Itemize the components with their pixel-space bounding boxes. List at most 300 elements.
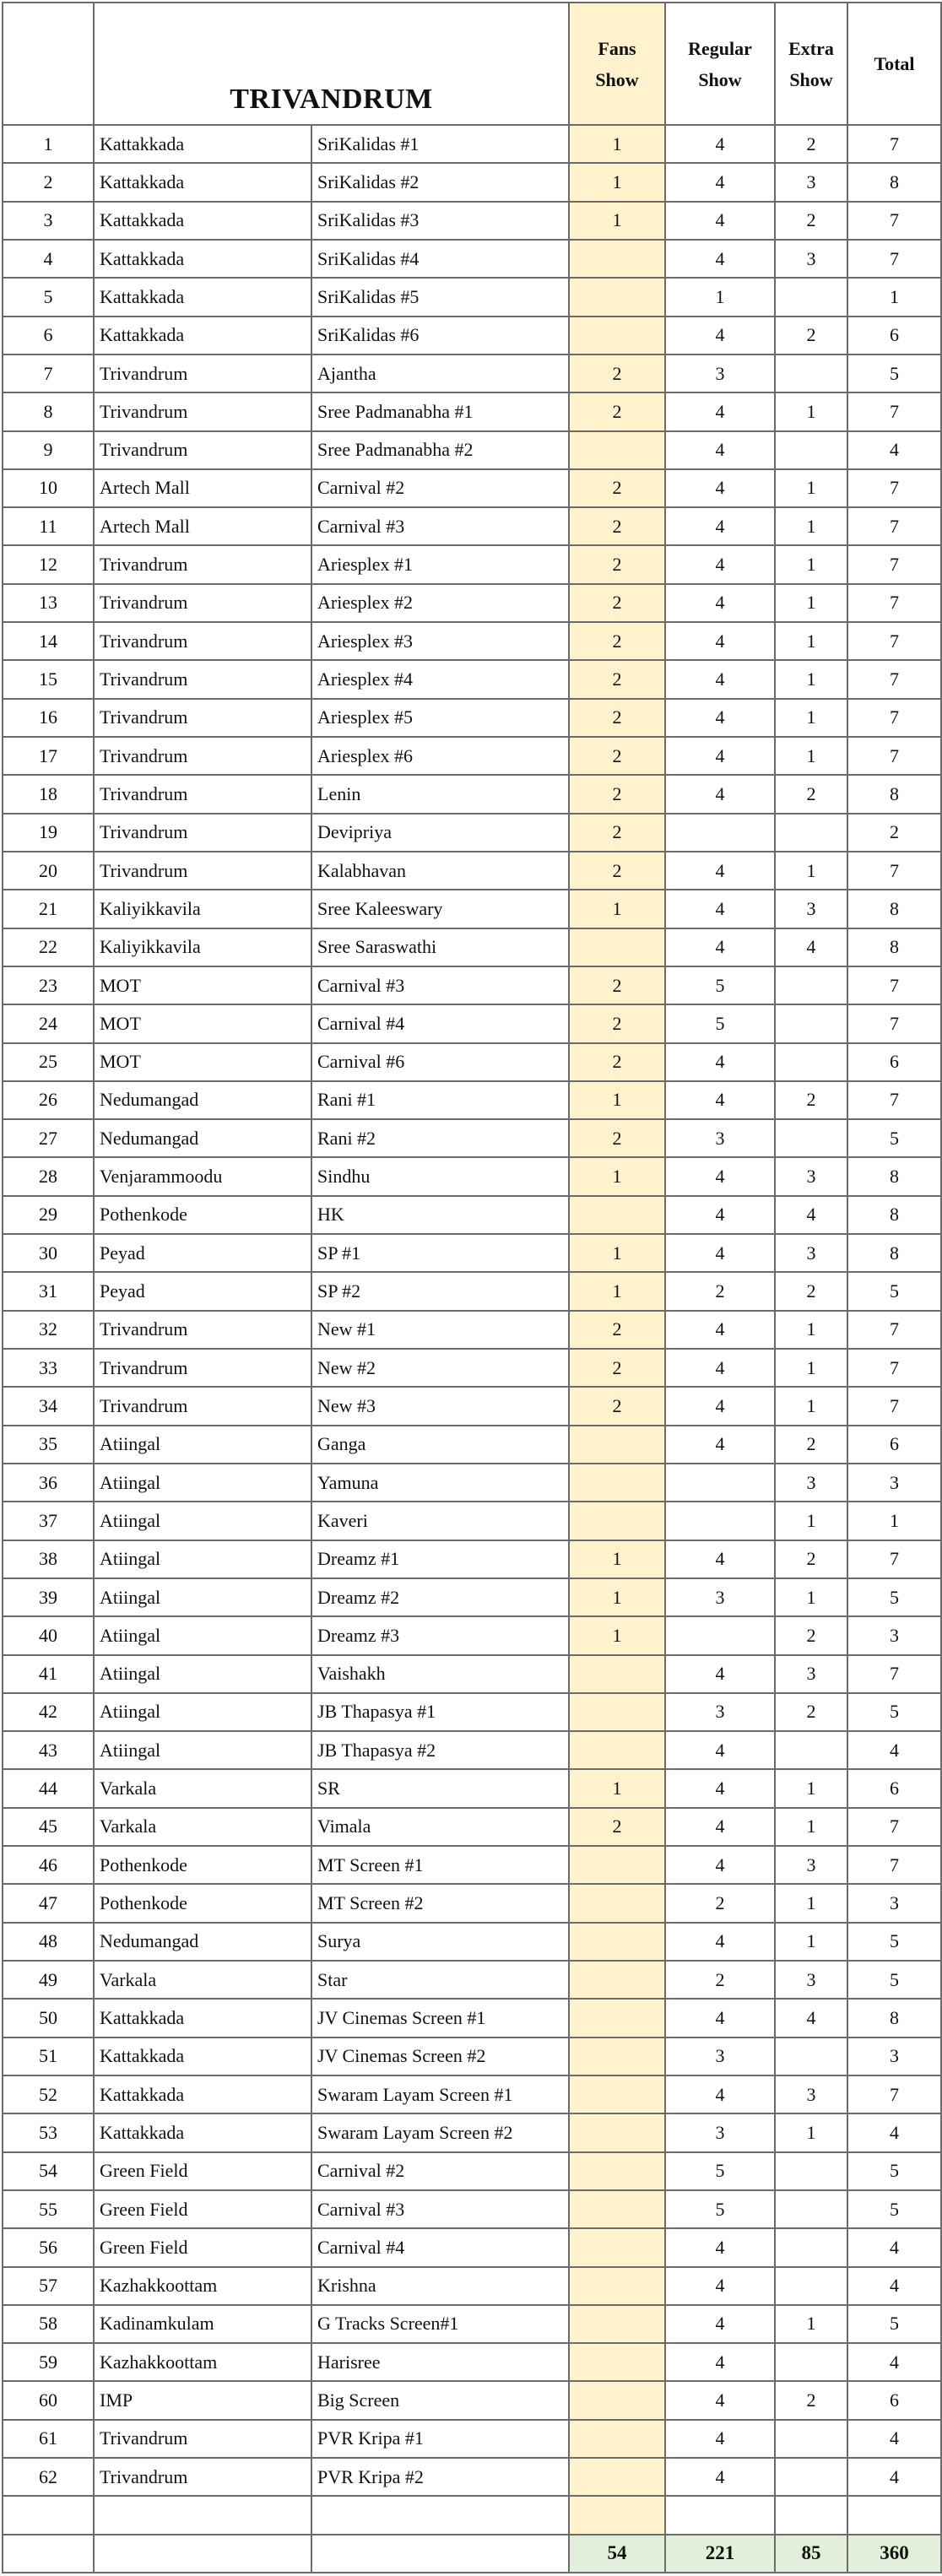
row-number-cell: 5 bbox=[3, 278, 94, 316]
location-cell: Kattakkada bbox=[94, 1999, 311, 2037]
spacer-row bbox=[3, 2496, 941, 2534]
theatre-cell: Rani #1 bbox=[311, 1081, 569, 1119]
location-cell: Trivandrum bbox=[94, 775, 311, 813]
location-cell: Trivandrum bbox=[94, 2420, 311, 2458]
extra-show-cell: 2 bbox=[775, 2381, 847, 2419]
fans-show-cell bbox=[569, 2420, 665, 2458]
theatre-cell: Carnival #2 bbox=[311, 469, 569, 507]
total-regular-show: 221 bbox=[665, 2535, 775, 2573]
fans-show-cell: 1 bbox=[569, 1769, 665, 1807]
total-cell: 3 bbox=[847, 1616, 941, 1654]
spacer-cell bbox=[665, 2496, 775, 2534]
location-cell: Trivandrum bbox=[94, 1311, 311, 1349]
total-cell: 7 bbox=[847, 852, 941, 890]
totals-row bbox=[3, 2535, 941, 2573]
table-row bbox=[3, 1616, 941, 1654]
table-row bbox=[3, 1426, 941, 1464]
extra-show-cell bbox=[775, 278, 847, 316]
header-fans-show-line1: Fans bbox=[598, 37, 636, 59]
extra-show-cell: 1 bbox=[775, 1349, 847, 1387]
row-number-cell: 44 bbox=[3, 1769, 94, 1807]
extra-show-cell: 1 bbox=[775, 1311, 847, 1349]
table-row bbox=[3, 469, 941, 507]
extra-show-cell: 3 bbox=[775, 890, 847, 928]
location-cell: Kadinamkulam bbox=[94, 2305, 311, 2343]
row-number-cell: 12 bbox=[3, 545, 94, 583]
total-cell: 3 bbox=[847, 2038, 941, 2075]
regular-show-cell: 5 bbox=[665, 966, 775, 1004]
location-cell: Trivandrum bbox=[94, 2458, 311, 2496]
regular-show-cell: 4 bbox=[665, 1999, 775, 2037]
shows-table bbox=[2, 2, 942, 2573]
extra-show-cell: 1 bbox=[775, 1884, 847, 1922]
fans-show-cell: 2 bbox=[569, 1311, 665, 1349]
total-cell: 6 bbox=[847, 1769, 941, 1807]
total-cell: 7 bbox=[847, 1387, 941, 1425]
table-row bbox=[3, 890, 941, 928]
theatre-cell: Vimala bbox=[311, 1808, 569, 1846]
regular-show-cell: 3 bbox=[665, 354, 775, 392]
theatre-cell: Sree Padmanabha #1 bbox=[311, 392, 569, 430]
theatre-cell: Swaram Layam Screen #2 bbox=[311, 2113, 569, 2151]
location-cell: Varkala bbox=[94, 1769, 311, 1807]
location-cell: Kaliyikkavila bbox=[94, 890, 311, 928]
location-cell: Trivandrum bbox=[94, 354, 311, 392]
extra-show-cell: 2 bbox=[775, 1540, 847, 1578]
row-number-cell: 28 bbox=[3, 1157, 94, 1195]
fans-show-cell bbox=[569, 2305, 665, 2343]
location-cell: Trivandrum bbox=[94, 737, 311, 775]
total-cell: 5 bbox=[847, 354, 941, 392]
total-cell: 7 bbox=[847, 737, 941, 775]
fans-show-cell: 2 bbox=[569, 354, 665, 392]
fans-show-cell: 2 bbox=[569, 814, 665, 852]
header-extra-show-line2: Show bbox=[789, 68, 833, 90]
regular-show-cell: 2 bbox=[665, 1272, 775, 1310]
fans-show-cell bbox=[569, 2381, 665, 2419]
table-row bbox=[3, 317, 941, 354]
regular-show-cell: 4 bbox=[665, 125, 775, 163]
fans-show-cell: 1 bbox=[569, 1272, 665, 1310]
row-number-cell: 21 bbox=[3, 890, 94, 928]
theatre-cell: Carnival #3 bbox=[311, 507, 569, 545]
row-number-cell: 24 bbox=[3, 1004, 94, 1042]
theatre-cell: SriKalidas #4 bbox=[311, 240, 569, 278]
table-footer bbox=[3, 2496, 941, 2573]
table-row bbox=[3, 2267, 941, 2305]
spacer-cell bbox=[775, 2496, 847, 2534]
row-number-cell: 2 bbox=[3, 163, 94, 201]
header-extra-show-line1: Extra bbox=[788, 37, 834, 59]
total-cell: 8 bbox=[847, 1196, 941, 1234]
row-number-cell: 48 bbox=[3, 1923, 94, 1961]
extra-show-cell: 3 bbox=[775, 1234, 847, 1272]
extra-show-cell: 1 bbox=[775, 1808, 847, 1846]
location-cell: Varkala bbox=[94, 1961, 311, 1999]
regular-show-cell: 4 bbox=[665, 1081, 775, 1119]
location-cell: Kattakkada bbox=[94, 202, 311, 240]
location-cell: Atiingal bbox=[94, 1502, 311, 1540]
location-cell: Trivandrum bbox=[94, 392, 311, 430]
theatre-cell: Ariesplex #2 bbox=[311, 584, 569, 622]
table-row bbox=[3, 2420, 941, 2458]
total-cell: 7 bbox=[847, 584, 941, 622]
header-regular-show-line1: Regular bbox=[688, 37, 752, 59]
row-number-cell: 41 bbox=[3, 1655, 94, 1693]
row-number-cell: 20 bbox=[3, 852, 94, 890]
regular-show-cell: 3 bbox=[665, 1693, 775, 1731]
regular-show-cell: 3 bbox=[665, 2038, 775, 2075]
regular-show-cell: 4 bbox=[665, 699, 775, 737]
regular-show-cell: 3 bbox=[665, 1119, 775, 1157]
fans-show-cell: 2 bbox=[569, 1808, 665, 1846]
row-number-cell: 50 bbox=[3, 1999, 94, 2037]
total-cell: 6 bbox=[847, 1043, 941, 1081]
spacer-cell bbox=[569, 2496, 665, 2534]
regular-show-cell: 4 bbox=[665, 469, 775, 507]
theatre-cell: SriKalidas #2 bbox=[311, 163, 569, 201]
theatre-cell: JB Thapasya #2 bbox=[311, 1731, 569, 1769]
theatre-cell: Sree Saraswathi bbox=[311, 928, 569, 966]
fans-show-cell: 2 bbox=[569, 622, 665, 660]
table-row bbox=[3, 507, 941, 545]
table-row bbox=[3, 966, 941, 1004]
extra-show-cell: 1 bbox=[775, 622, 847, 660]
row-number-cell: 10 bbox=[3, 469, 94, 507]
row-number-cell: 36 bbox=[3, 1464, 94, 1502]
extra-show-cell: 1 bbox=[775, 1502, 847, 1540]
fans-show-cell: 1 bbox=[569, 202, 665, 240]
fans-show-cell bbox=[569, 317, 665, 354]
extra-show-cell: 1 bbox=[775, 660, 847, 698]
theatre-cell: Carnival #3 bbox=[311, 966, 569, 1004]
fans-show-cell bbox=[569, 1464, 665, 1502]
location-cell: Kattakkada bbox=[94, 2113, 311, 2151]
row-number-cell: 58 bbox=[3, 2305, 94, 2343]
regular-show-cell: 4 bbox=[665, 1387, 775, 1425]
row-number-cell: 26 bbox=[3, 1081, 94, 1119]
total-cell: 5 bbox=[847, 2152, 941, 2190]
regular-show-cell: 4 bbox=[665, 584, 775, 622]
total-cell: 5 bbox=[847, 1693, 941, 1731]
regular-show-cell: 2 bbox=[665, 1884, 775, 1922]
total-cell: 4 bbox=[847, 2458, 941, 2496]
total-cell: 3 bbox=[847, 1884, 941, 1922]
row-number-cell: 27 bbox=[3, 1119, 94, 1157]
regular-show-cell: 4 bbox=[665, 240, 775, 278]
regular-show-cell: 4 bbox=[665, 1311, 775, 1349]
extra-show-cell bbox=[775, 2343, 847, 2381]
total-cell: 7 bbox=[847, 392, 941, 430]
table-row bbox=[3, 1999, 941, 2037]
extra-show-cell: 1 bbox=[775, 469, 847, 507]
row-number-cell: 46 bbox=[3, 1846, 94, 1884]
theatre-cell: Ariesplex #4 bbox=[311, 660, 569, 698]
table-body bbox=[3, 125, 941, 2496]
fans-show-cell: 1 bbox=[569, 1157, 665, 1195]
location-cell: Green Field bbox=[94, 2152, 311, 2190]
theatre-cell: Devipriya bbox=[311, 814, 569, 852]
table-title: TRIVANDRUM bbox=[94, 3, 569, 125]
theatre-cell: Sindhu bbox=[311, 1157, 569, 1195]
row-number-cell: 55 bbox=[3, 2190, 94, 2228]
extra-show-cell: 1 bbox=[775, 2305, 847, 2343]
fans-show-cell bbox=[569, 2113, 665, 2151]
table-row bbox=[3, 1769, 941, 1807]
total-cell: 7 bbox=[847, 1349, 941, 1387]
extra-show-cell: 1 bbox=[775, 2113, 847, 2151]
table-row bbox=[3, 928, 941, 966]
row-number-cell: 14 bbox=[3, 622, 94, 660]
total-cell: 7 bbox=[847, 1311, 941, 1349]
table-row bbox=[3, 775, 941, 813]
row-number-cell: 31 bbox=[3, 1272, 94, 1310]
regular-show-cell bbox=[665, 1616, 775, 1654]
theatre-cell: JV Cinemas Screen #1 bbox=[311, 1999, 569, 2037]
regular-show-cell: 4 bbox=[665, 775, 775, 813]
total-extra-show: 85 bbox=[775, 2535, 847, 2573]
row-number-cell: 9 bbox=[3, 431, 94, 469]
fans-show-cell bbox=[569, 2190, 665, 2228]
location-cell: Varkala bbox=[94, 1808, 311, 1846]
extra-show-cell bbox=[775, 1119, 847, 1157]
row-number-cell: 51 bbox=[3, 2038, 94, 2075]
row-number-cell: 45 bbox=[3, 1808, 94, 1846]
location-cell: Atiingal bbox=[94, 1540, 311, 1578]
total-cell: 4 bbox=[847, 2343, 941, 2381]
total-cell: 4 bbox=[847, 431, 941, 469]
location-cell: Trivandrum bbox=[94, 814, 311, 852]
regular-show-cell: 4 bbox=[665, 1769, 775, 1807]
table-row bbox=[3, 1311, 941, 1349]
table-row bbox=[3, 163, 941, 201]
total-cell: 7 bbox=[847, 1846, 941, 1884]
row-number-cell: 60 bbox=[3, 2381, 94, 2419]
regular-show-cell: 4 bbox=[665, 507, 775, 545]
row-number-cell: 53 bbox=[3, 2113, 94, 2151]
total-cell: 7 bbox=[847, 125, 941, 163]
location-cell: Trivandrum bbox=[94, 852, 311, 890]
row-number-cell: 4 bbox=[3, 240, 94, 278]
fans-show-cell: 2 bbox=[569, 1004, 665, 1042]
extra-show-cell bbox=[775, 1731, 847, 1769]
extra-show-cell bbox=[775, 2190, 847, 2228]
total-cell: 5 bbox=[847, 1272, 941, 1310]
fans-show-cell: 2 bbox=[569, 1043, 665, 1081]
total-cell: 7 bbox=[847, 699, 941, 737]
row-number-cell: 17 bbox=[3, 737, 94, 775]
regular-show-cell: 4 bbox=[665, 2075, 775, 2113]
extra-show-cell: 2 bbox=[775, 775, 847, 813]
extra-show-cell: 4 bbox=[775, 1999, 847, 2037]
extra-show-cell: 1 bbox=[775, 1387, 847, 1425]
row-number-cell: 29 bbox=[3, 1196, 94, 1234]
total-cell: 3 bbox=[847, 1464, 941, 1502]
theatre-cell: SP #1 bbox=[311, 1234, 569, 1272]
theatre-cell: Carnival #4 bbox=[311, 1004, 569, 1042]
regular-show-cell: 5 bbox=[665, 2190, 775, 2228]
totals-blank-cell bbox=[311, 2535, 569, 2573]
theatre-cell: Big Screen bbox=[311, 2381, 569, 2419]
theatre-cell: New #2 bbox=[311, 1349, 569, 1387]
total-cell: 7 bbox=[847, 1081, 941, 1119]
theatre-cell: Ajantha bbox=[311, 354, 569, 392]
table-row bbox=[3, 1540, 941, 1578]
table-row bbox=[3, 354, 941, 392]
extra-show-cell bbox=[775, 2458, 847, 2496]
table-row bbox=[3, 2305, 941, 2343]
header-fans-show-line2: Show bbox=[595, 68, 639, 90]
regular-show-cell: 4 bbox=[665, 928, 775, 966]
theatre-cell: Krishna bbox=[311, 2267, 569, 2305]
regular-show-cell: 4 bbox=[665, 1349, 775, 1387]
table-row bbox=[3, 240, 941, 278]
fans-show-cell bbox=[569, 1731, 665, 1769]
regular-show-cell: 4 bbox=[665, 1655, 775, 1693]
regular-show-cell: 4 bbox=[665, 2458, 775, 2496]
extra-show-cell bbox=[775, 354, 847, 392]
total-cell: 7 bbox=[847, 1004, 941, 1042]
fans-show-cell bbox=[569, 2075, 665, 2113]
row-number-cell: 39 bbox=[3, 1578, 94, 1616]
regular-show-cell bbox=[665, 1464, 775, 1502]
regular-show-cell: 4 bbox=[665, 2420, 775, 2458]
extra-show-cell: 3 bbox=[775, 1846, 847, 1884]
table-row bbox=[3, 737, 941, 775]
spacer-cell bbox=[311, 2496, 569, 2534]
location-cell: Atiingal bbox=[94, 1426, 311, 1464]
table-row bbox=[3, 814, 941, 852]
location-cell: Peyad bbox=[94, 1272, 311, 1310]
row-number-cell: 18 bbox=[3, 775, 94, 813]
table-row bbox=[3, 2381, 941, 2419]
extra-show-cell: 2 bbox=[775, 317, 847, 354]
total-cell: 4 bbox=[847, 1731, 941, 1769]
table-row bbox=[3, 1004, 941, 1042]
theatre-cell: Ganga bbox=[311, 1426, 569, 1464]
fans-show-cell bbox=[569, 1884, 665, 1922]
location-cell: Trivandrum bbox=[94, 1349, 311, 1387]
header-extra-show bbox=[775, 3, 847, 125]
theatre-cell: Yamuna bbox=[311, 1464, 569, 1502]
table-row bbox=[3, 1387, 941, 1425]
row-number-cell: 1 bbox=[3, 125, 94, 163]
regular-show-cell: 4 bbox=[665, 1540, 775, 1578]
location-cell: Kaliyikkavila bbox=[94, 928, 311, 966]
location-cell: Kazhakkoottam bbox=[94, 2267, 311, 2305]
fans-show-cell: 2 bbox=[569, 775, 665, 813]
fans-show-cell bbox=[569, 1693, 665, 1731]
theatre-cell: Swaram Layam Screen #1 bbox=[311, 2075, 569, 2113]
theatre-cell: Sree Kaleeswary bbox=[311, 890, 569, 928]
location-cell: Trivandrum bbox=[94, 584, 311, 622]
theatre-cell: Carnival #4 bbox=[311, 2228, 569, 2266]
location-cell: Kattakkada bbox=[94, 125, 311, 163]
location-cell: Atiingal bbox=[94, 1693, 311, 1731]
total-fans-show: 54 bbox=[569, 2535, 665, 2573]
fans-show-cell: 2 bbox=[569, 545, 665, 583]
regular-show-cell: 4 bbox=[665, 1846, 775, 1884]
extra-show-cell: 1 bbox=[775, 545, 847, 583]
location-cell: MOT bbox=[94, 1004, 311, 1042]
row-number-cell: 56 bbox=[3, 2228, 94, 2266]
theatre-cell: SriKalidas #6 bbox=[311, 317, 569, 354]
regular-show-cell: 4 bbox=[665, 202, 775, 240]
spacer-cell bbox=[847, 2496, 941, 2534]
table-row bbox=[3, 1808, 941, 1846]
regular-show-cell: 4 bbox=[665, 622, 775, 660]
total-cell: 1 bbox=[847, 1502, 941, 1540]
table-row bbox=[3, 2190, 941, 2228]
location-cell: Kattakkada bbox=[94, 317, 311, 354]
location-cell: Trivandrum bbox=[94, 1387, 311, 1425]
table-row bbox=[3, 1884, 941, 1922]
regular-show-cell: 2 bbox=[665, 1961, 775, 1999]
fans-show-cell bbox=[569, 2038, 665, 2075]
fans-show-cell bbox=[569, 1196, 665, 1234]
regular-show-cell: 4 bbox=[665, 2228, 775, 2266]
theatre-cell: G Tracks Screen#1 bbox=[311, 2305, 569, 2343]
theatre-cell: Ariesplex #6 bbox=[311, 737, 569, 775]
regular-show-cell: 3 bbox=[665, 1578, 775, 1616]
table-row bbox=[3, 125, 941, 163]
fans-show-cell: 2 bbox=[569, 507, 665, 545]
theatre-cell: Carnival #2 bbox=[311, 2152, 569, 2190]
extra-show-cell: 1 bbox=[775, 507, 847, 545]
total-cell: 6 bbox=[847, 1426, 941, 1464]
theatre-cell: Ariesplex #5 bbox=[311, 699, 569, 737]
table-row bbox=[3, 852, 941, 890]
fans-show-cell bbox=[569, 2228, 665, 2266]
theatre-cell: MT Screen #1 bbox=[311, 1846, 569, 1884]
regular-show-cell: 4 bbox=[665, 1923, 775, 1961]
row-number-cell: 32 bbox=[3, 1311, 94, 1349]
theatre-cell: Ariesplex #3 bbox=[311, 622, 569, 660]
row-number-cell: 57 bbox=[3, 2267, 94, 2305]
total-cell: 7 bbox=[847, 622, 941, 660]
fans-show-cell: 2 bbox=[569, 660, 665, 698]
row-number-cell: 11 bbox=[3, 507, 94, 545]
regular-show-cell: 4 bbox=[665, 2381, 775, 2419]
fans-show-cell: 2 bbox=[569, 699, 665, 737]
table-header bbox=[3, 3, 941, 125]
theatre-cell: Dreamz #1 bbox=[311, 1540, 569, 1578]
theatre-cell: Lenin bbox=[311, 775, 569, 813]
theatre-cell: PVR Kripa #2 bbox=[311, 2458, 569, 2496]
total-cell: 7 bbox=[847, 660, 941, 698]
regular-show-cell: 5 bbox=[665, 1004, 775, 1042]
total-cell: 8 bbox=[847, 1999, 941, 2037]
fans-show-cell: 2 bbox=[569, 852, 665, 890]
row-number-cell: 52 bbox=[3, 2075, 94, 2113]
location-cell: Atiingal bbox=[94, 1731, 311, 1769]
fans-show-cell: 1 bbox=[569, 1234, 665, 1272]
table-row bbox=[3, 1464, 941, 1502]
fans-show-cell: 1 bbox=[569, 1578, 665, 1616]
regular-show-cell: 4 bbox=[665, 1234, 775, 1272]
total-cell: 7 bbox=[847, 545, 941, 583]
fans-show-cell: 2 bbox=[569, 1387, 665, 1425]
table-row bbox=[3, 1961, 941, 1999]
theatre-cell: Dreamz #3 bbox=[311, 1616, 569, 1654]
fans-show-cell: 1 bbox=[569, 163, 665, 201]
fans-show-cell bbox=[569, 1502, 665, 1540]
table-row bbox=[3, 622, 941, 660]
extra-show-cell: 2 bbox=[775, 1426, 847, 1464]
location-cell: Kattakkada bbox=[94, 163, 311, 201]
total-cell: 4 bbox=[847, 2267, 941, 2305]
regular-show-cell: 1 bbox=[665, 278, 775, 316]
